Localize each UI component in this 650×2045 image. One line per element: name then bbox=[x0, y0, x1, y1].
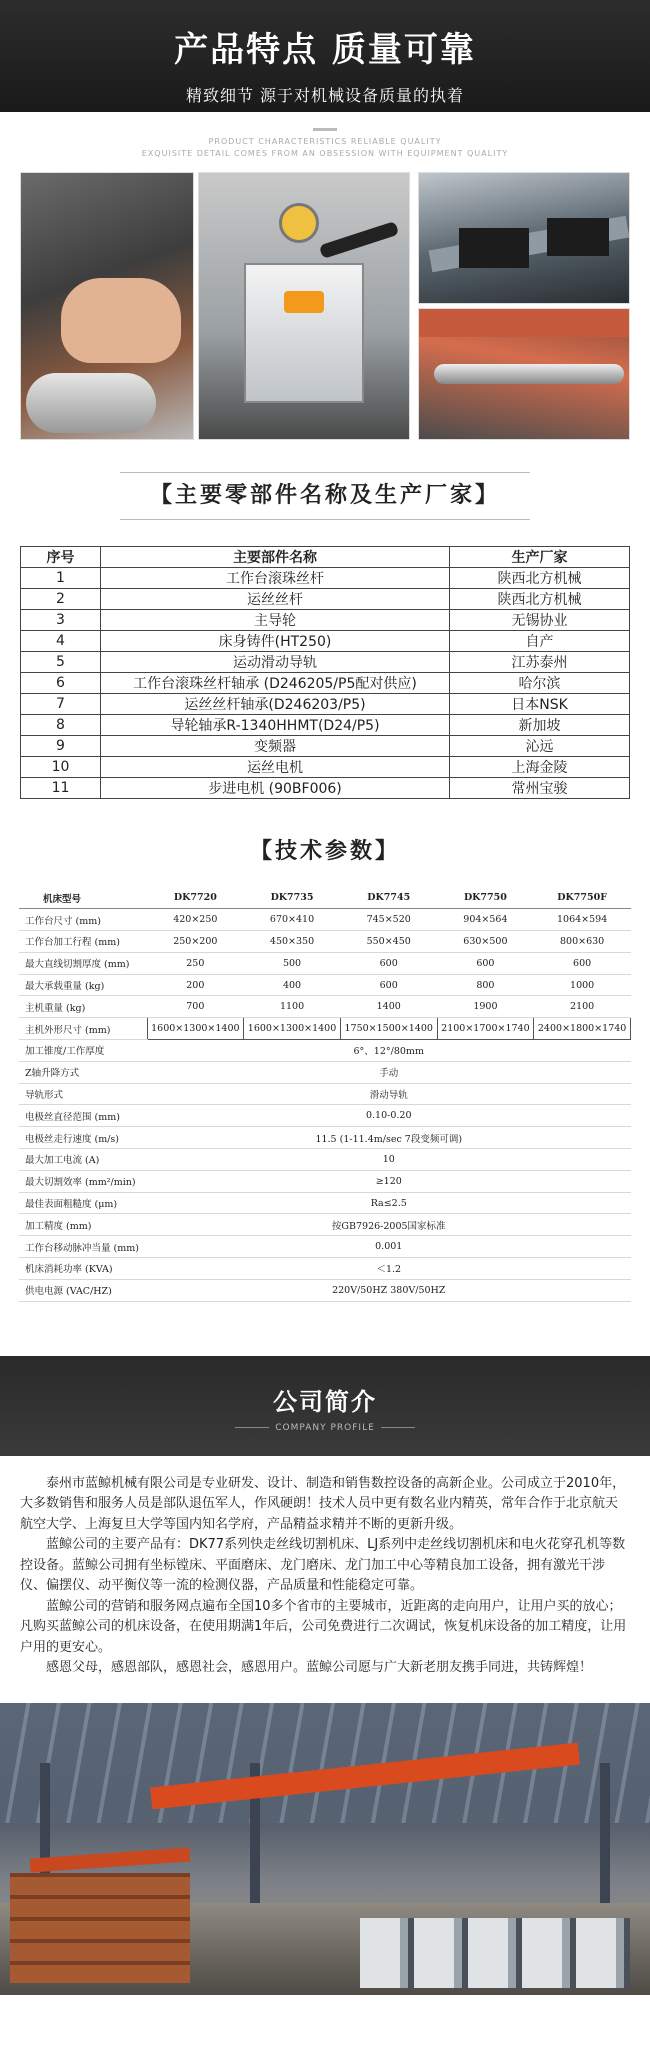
castings-stack-shape bbox=[10, 1873, 190, 1983]
table-row bbox=[21, 568, 630, 589]
spec-value-cell: 745×520 bbox=[340, 909, 437, 931]
spec-value-cell: 420×250 bbox=[147, 909, 244, 931]
banner-subtitle: 精致细节 源于对机械设备质量的执着 bbox=[185, 86, 465, 105]
spec-value-cell: ＜1.2 bbox=[147, 1258, 631, 1280]
table-row bbox=[19, 1040, 631, 1062]
photo-wire-spindle bbox=[418, 308, 630, 440]
slider-block-shape-2 bbox=[547, 218, 609, 256]
part-name-cell: 运动滑动导轨 bbox=[101, 652, 450, 673]
spec-label-cell: 主机重量 (kg) bbox=[19, 996, 147, 1018]
parts-section-title: 【主要零部件名称及生产厂家】 bbox=[149, 483, 500, 508]
spec-label-cell: 导轨形式 bbox=[19, 1083, 147, 1105]
intro-paragraph: 感恩父母，感恩部队，感恩社会，感恩用户。蓝鲸公司愿与广大新老朋友携手同进，共铸辉煌！ bbox=[46, 1660, 593, 1676]
spec-value-cell: 600 bbox=[437, 952, 534, 974]
table-row bbox=[19, 1192, 631, 1214]
spec-value-cell: Ra≤2.5 bbox=[147, 1192, 631, 1214]
maker-cell: 常州宝骏 bbox=[450, 778, 630, 799]
spec-value-cell: 700 bbox=[147, 996, 244, 1018]
company-banner bbox=[0, 1356, 650, 1456]
part-name-cell: 运丝丝杆 bbox=[101, 589, 450, 610]
maker-cell: 无锡协业 bbox=[450, 610, 630, 631]
part-name-cell: 导轮轴承R-1340HHMT(D24/P5) bbox=[101, 715, 450, 736]
table-row bbox=[21, 631, 630, 652]
spec-value-cell: 1000 bbox=[534, 974, 631, 996]
caption-line-2: EXQUISITE DETAIL COMES FROM AN OBSESSION WITH EQUIPMENT QUALITY bbox=[141, 149, 509, 158]
table-header-row bbox=[21, 547, 630, 568]
part-no-cell: 6 bbox=[21, 673, 101, 694]
table-row bbox=[21, 715, 630, 736]
spec-value-cell: 550×450 bbox=[340, 931, 437, 953]
part-name-cell: 运丝丝杆轴承(D246203/P5) bbox=[101, 694, 450, 715]
spec-label-cell: 工作台移动脉冲当量 (mm) bbox=[19, 1236, 147, 1258]
gauge-shape bbox=[279, 203, 319, 243]
spec-label-cell: 最佳表面粗糙度 (μm) bbox=[19, 1192, 147, 1214]
spec-value-cell: 1064×594 bbox=[534, 909, 631, 931]
spec-value-cell: 800×630 bbox=[534, 931, 631, 953]
spec-value-cell: 904×564 bbox=[437, 909, 534, 931]
spec-value-cell: 0.10-0.20 bbox=[147, 1105, 631, 1127]
maker-cell: 江苏泰州 bbox=[450, 652, 630, 673]
part-no-cell: 10 bbox=[21, 757, 101, 778]
spec-value-cell: 1100 bbox=[244, 996, 341, 1018]
hand-shape bbox=[61, 278, 181, 363]
spec-label-cell: 供电电源 (VAC/HZ) bbox=[19, 1279, 147, 1301]
table-row bbox=[21, 694, 630, 715]
table-row bbox=[19, 1279, 631, 1301]
spec-value-cell: 400 bbox=[244, 974, 341, 996]
spec-value-cell: 800 bbox=[437, 974, 534, 996]
col-header-no: 序号 bbox=[21, 547, 101, 568]
spec-value-cell: 按GB7926-2005国家标准 bbox=[147, 1214, 631, 1236]
part-name-cell: 步进电机 (90BF006) bbox=[101, 778, 450, 799]
spec-label-cell: 最大加工电流 (A) bbox=[19, 1149, 147, 1171]
maker-cell: 陕西北方机械 bbox=[450, 568, 630, 589]
table-row bbox=[19, 909, 631, 931]
table-row bbox=[21, 736, 630, 757]
company-title-en-text: COMPANY PROFILE bbox=[275, 1422, 375, 1433]
banner-english-caption bbox=[0, 112, 650, 172]
spec-label-cell: 最大切割效率 (mm²/min) bbox=[19, 1170, 147, 1192]
maker-cell: 自产 bbox=[450, 631, 630, 652]
part-name-cell: 工作台滚珠丝杆轴承 (D246205/P5配对供应) bbox=[101, 673, 450, 694]
spec-header-dk7720: DK7720 bbox=[147, 887, 244, 909]
machines-row-shape bbox=[360, 1918, 630, 1988]
spec-label-cell: 机床消耗功率 (KVA) bbox=[19, 1258, 147, 1280]
spec-value-cell: 200 bbox=[147, 974, 244, 996]
spec-label-cell: 工作台尺寸 (mm) bbox=[19, 909, 147, 931]
table-row bbox=[19, 931, 631, 953]
caption-line-1: PRODUCT CHARACTERISTICS RELIABLE QUALITY bbox=[208, 137, 442, 146]
col-header-part: 主要部件名称 bbox=[101, 547, 450, 568]
intro-paragraph: 泰州市蓝鲸机械有限公司是专业研发、设计、制造和销售数控设备的高新企业。公司成立于2010年，大多数销售和服务人员是部队退伍军人，作风硬朗！技术人员中更有数名业内精英，常年合作于北京航天航空大学、上海复旦大学等国内知名学府，产品精益求精并不断的更新升级。 bbox=[20, 1475, 626, 1532]
part-no-cell: 3 bbox=[21, 610, 101, 631]
section-divider bbox=[120, 519, 530, 520]
photo-linear-guide bbox=[418, 172, 630, 304]
spec-value-cell: 10 bbox=[147, 1149, 631, 1171]
factory-photo bbox=[0, 1703, 650, 1995]
spec-value-cell: 滑动导轨 bbox=[147, 1083, 631, 1105]
maker-cell: 陕西北方机械 bbox=[450, 589, 630, 610]
table-row bbox=[19, 1061, 631, 1083]
table-row bbox=[19, 1105, 631, 1127]
part-no-cell: 2 bbox=[21, 589, 101, 610]
spec-value-cell: 2400×1800×1740 bbox=[534, 1018, 631, 1040]
table-row bbox=[19, 1127, 631, 1149]
spec-value-cell: 250 bbox=[147, 952, 244, 974]
photo-hand-adjusting-guide bbox=[20, 172, 194, 440]
table-row bbox=[21, 778, 630, 799]
intro-paragraph: 蓝鲸公司的主要产品有：DK77系列快走丝线切割机床、LJ系列中走丝线切割机床和电火花穿孔机等数控设备。蓝鲸公司拥有坐标镗床、平面磨床、龙门磨床、龙门加工中心等精良加工设备，拥有激光干涉仪、偏摆仪、动平衡仪等一流的检测仪器，产品质量和性能稳定可靠。 bbox=[20, 1537, 626, 1594]
company-intro bbox=[20, 1474, 630, 1679]
banner-title: 产品特点 质量可靠 bbox=[174, 30, 476, 70]
table-row bbox=[19, 1258, 631, 1280]
table-row bbox=[21, 652, 630, 673]
maker-cell: 哈尔滨 bbox=[450, 673, 630, 694]
spec-value-cell: 1600×1300×1400 bbox=[244, 1018, 341, 1040]
spec-label-cell: 最大承载重量 (kg) bbox=[19, 974, 147, 996]
table-row bbox=[19, 1170, 631, 1192]
spec-header-model: 机床型号 bbox=[19, 887, 147, 909]
spec-header-dk7750f: DK7750F bbox=[534, 887, 631, 909]
maker-cell: 新加坡 bbox=[450, 715, 630, 736]
spec-value-cell: 600 bbox=[340, 974, 437, 996]
maker-cell: 沁远 bbox=[450, 736, 630, 757]
part-name-cell: 床身铸件(HT250) bbox=[101, 631, 450, 652]
table-row bbox=[19, 1149, 631, 1171]
part-no-cell: 1 bbox=[21, 568, 101, 589]
table-row bbox=[21, 673, 630, 694]
overhead-crane-shape-2 bbox=[30, 1847, 191, 1872]
part-no-cell: 7 bbox=[21, 694, 101, 715]
spec-value-cell: 2100×1700×1740 bbox=[437, 1018, 534, 1040]
spec-value-cell: 1600×1300×1400 bbox=[147, 1018, 244, 1040]
table-row bbox=[19, 1083, 631, 1105]
spec-label-cell: 最大直线切割厚度 (mm) bbox=[19, 952, 147, 974]
roller-shape bbox=[26, 373, 156, 433]
table-row bbox=[19, 974, 631, 996]
spec-label-cell: Z轴升降方式 bbox=[19, 1061, 147, 1083]
product-photo-grid bbox=[20, 172, 630, 472]
spec-value-cell: 630×500 bbox=[437, 931, 534, 953]
part-name-cell: 运丝电机 bbox=[101, 757, 450, 778]
spec-label-cell: 电极丝走行速度 (m/s) bbox=[19, 1127, 147, 1149]
spec-value-cell: 450×350 bbox=[244, 931, 341, 953]
company-title-en bbox=[0, 1423, 650, 1433]
spec-label-cell: 工作台加工行程 (mm) bbox=[19, 931, 147, 953]
spec-value-cell: 2100 bbox=[534, 996, 631, 1018]
table-row bbox=[19, 996, 631, 1018]
spec-value-cell: 220V/50HZ 380V/50HZ bbox=[147, 1279, 631, 1301]
slider-block-shape bbox=[459, 228, 529, 268]
table-row bbox=[19, 1018, 631, 1040]
table-row bbox=[19, 1214, 631, 1236]
spec-value-cell: 0.001 bbox=[147, 1236, 631, 1258]
intro-paragraph: 蓝鲸公司的营销和服务网点遍布全国10多个省市的主要城市，近距离的走向用户，让用户买的放心；凡购买蓝鲸公司的机床设备，在使用期满1年后，公司免费进行二次调试，恢复机床设备的加工精度，让用户用的更安心。 bbox=[20, 1598, 627, 1655]
oil-cap-shape bbox=[284, 291, 324, 313]
spec-value-cell: 250×200 bbox=[147, 931, 244, 953]
oil-tank-shape bbox=[244, 263, 364, 403]
part-name-cell: 主导轮 bbox=[101, 610, 450, 631]
spec-header-dk7750: DK7750 bbox=[437, 887, 534, 909]
spec-value-cell: 1900 bbox=[437, 996, 534, 1018]
company-title: 公司简介 bbox=[273, 1387, 377, 1416]
maker-cell: 日本NSK bbox=[450, 694, 630, 715]
spec-value-cell: 600 bbox=[340, 952, 437, 974]
feature-banner bbox=[0, 0, 650, 112]
spec-header-dk7745: DK7745 bbox=[340, 887, 437, 909]
spec-value-cell: 1750×1500×1400 bbox=[340, 1018, 437, 1040]
spec-value-cell: 6°、12°/80mm bbox=[147, 1040, 631, 1062]
parts-table bbox=[20, 546, 630, 799]
spec-label-cell: 加工精度 (mm) bbox=[19, 1214, 147, 1236]
spec-value-cell: ≥120 bbox=[147, 1170, 631, 1192]
spec-value-cell: 11.5 (1-11.4m/sec 7段变频可调) bbox=[147, 1127, 631, 1149]
part-name-cell: 工作台滚珠丝杆 bbox=[101, 568, 450, 589]
part-no-cell: 9 bbox=[21, 736, 101, 757]
frame-shape bbox=[419, 309, 630, 337]
spec-label-cell: 电极丝直径范围 (mm) bbox=[19, 1105, 147, 1127]
table-header-row bbox=[19, 887, 631, 909]
spec-label-cell: 加工锥度/工作厚度 bbox=[19, 1040, 147, 1062]
pump-handle-shape bbox=[319, 221, 399, 259]
maker-cell: 上海金陵 bbox=[450, 757, 630, 778]
table-row bbox=[19, 1236, 631, 1258]
part-no-cell: 8 bbox=[21, 715, 101, 736]
table-row bbox=[19, 952, 631, 974]
spec-header-dk7735: DK7735 bbox=[244, 887, 341, 909]
spec-table bbox=[19, 887, 631, 1302]
spindle-shape bbox=[434, 364, 624, 384]
spec-section-title: 【技术参数】 bbox=[249, 839, 400, 864]
part-no-cell: 5 bbox=[21, 652, 101, 673]
part-no-cell: 4 bbox=[21, 631, 101, 652]
photo-lubrication-pump bbox=[198, 172, 410, 440]
spec-value-cell: 500 bbox=[244, 952, 341, 974]
table-row bbox=[21, 610, 630, 631]
part-no-cell: 11 bbox=[21, 778, 101, 799]
spec-value-cell: 670×410 bbox=[244, 909, 341, 931]
spec-value-cell: 1400 bbox=[340, 996, 437, 1018]
part-name-cell: 变频器 bbox=[101, 736, 450, 757]
spec-value-cell: 手动 bbox=[147, 1061, 631, 1083]
spec-value-cell: 600 bbox=[534, 952, 631, 974]
spec-label-cell: 主机外形尺寸 (mm) bbox=[19, 1018, 147, 1040]
col-header-maker: 生产厂家 bbox=[450, 547, 630, 568]
caption-divider bbox=[313, 128, 337, 131]
table-row bbox=[21, 589, 630, 610]
table-row bbox=[21, 757, 630, 778]
